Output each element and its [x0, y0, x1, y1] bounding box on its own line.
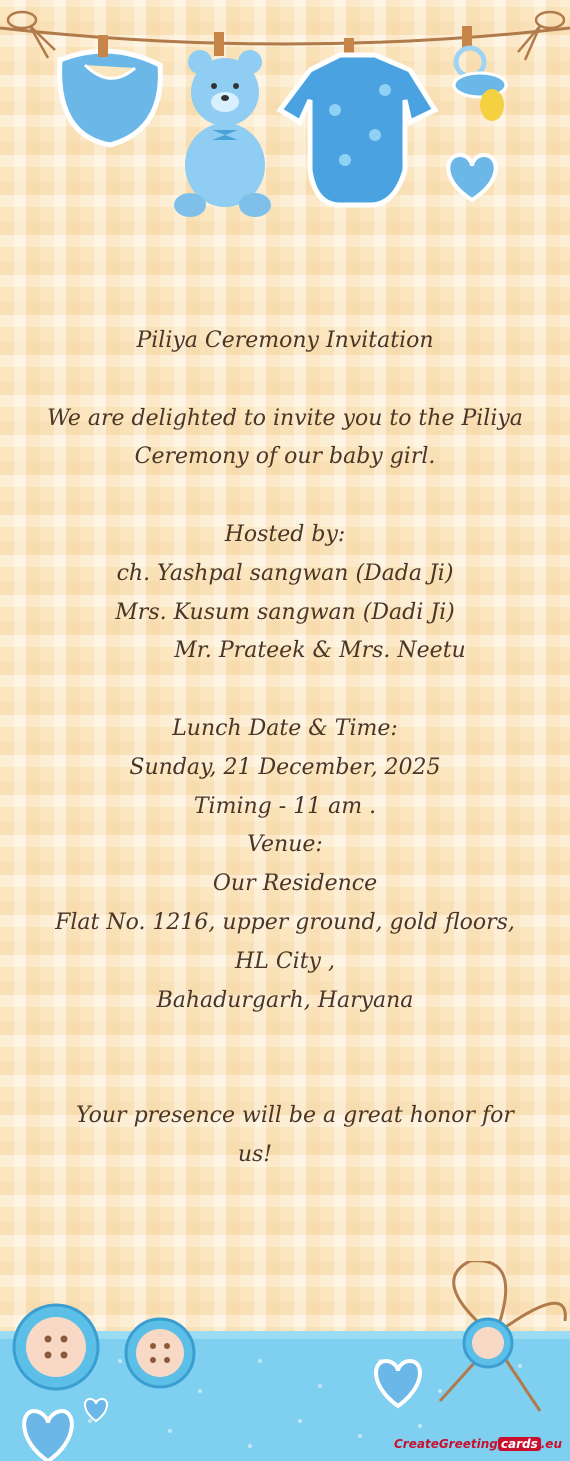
- address-line-1: Flat No. 1216, upper ground, gold floors,: [55, 909, 515, 935]
- event-date: Sunday, 21 December, 2025: [129, 754, 441, 780]
- intro-line-2: Ceremony of our baby girl.: [134, 444, 436, 470]
- hosted-by-label: Hosted by:: [224, 521, 346, 547]
- host-2: Mrs. Kusum sangwan (Dadi Ji): [115, 599, 455, 625]
- closing-line-1: Your presence will be a great honor for: [76, 1103, 514, 1129]
- invitation-text: [20, 322, 550, 1175]
- button-icon: [14, 1305, 98, 1389]
- brand-watermark[interactable]: [394, 1437, 562, 1451]
- bib-icon: [60, 35, 161, 145]
- pacifier-icon: [454, 26, 506, 121]
- bottom-decoration: [0, 1261, 570, 1461]
- baby-onesie-icon: [280, 38, 435, 205]
- event-timing: Timing - 11 am .: [193, 793, 377, 819]
- brand-text-a: CreateGreeting: [394, 1437, 498, 1451]
- rope-bow-left-icon: [8, 12, 55, 58]
- venue-label: Venue:: [247, 832, 323, 858]
- button-icon: [126, 1319, 194, 1387]
- venue-name: Our Residence: [212, 871, 378, 897]
- invitation-title: Piliya Ceremony Invitation: [136, 328, 434, 353]
- brand-text-c: .eu: [540, 1437, 562, 1451]
- heart-icon: [448, 155, 495, 200]
- rope-bow-right-icon: [518, 12, 564, 60]
- address-line-2: HL City ,: [235, 948, 335, 974]
- lunch-label: Lunch Date & Time:: [172, 715, 398, 741]
- teddy-bear-icon: [174, 32, 271, 217]
- address-line-3: Bahadurgarh, Haryana: [156, 987, 414, 1013]
- clothesline-decoration: [0, 0, 570, 250]
- brand-text-b: cards: [498, 1437, 541, 1451]
- closing-line-2: us!: [237, 1142, 273, 1168]
- host-1: ch. Yashpal sangwan (Dada Ji): [116, 560, 454, 586]
- host-3: Mr. Prateek & Mrs. Neetu: [174, 638, 466, 664]
- rope-icon: [0, 28, 570, 44]
- intro-line-1: We are delighted to invite you to the Piliya: [47, 405, 523, 431]
